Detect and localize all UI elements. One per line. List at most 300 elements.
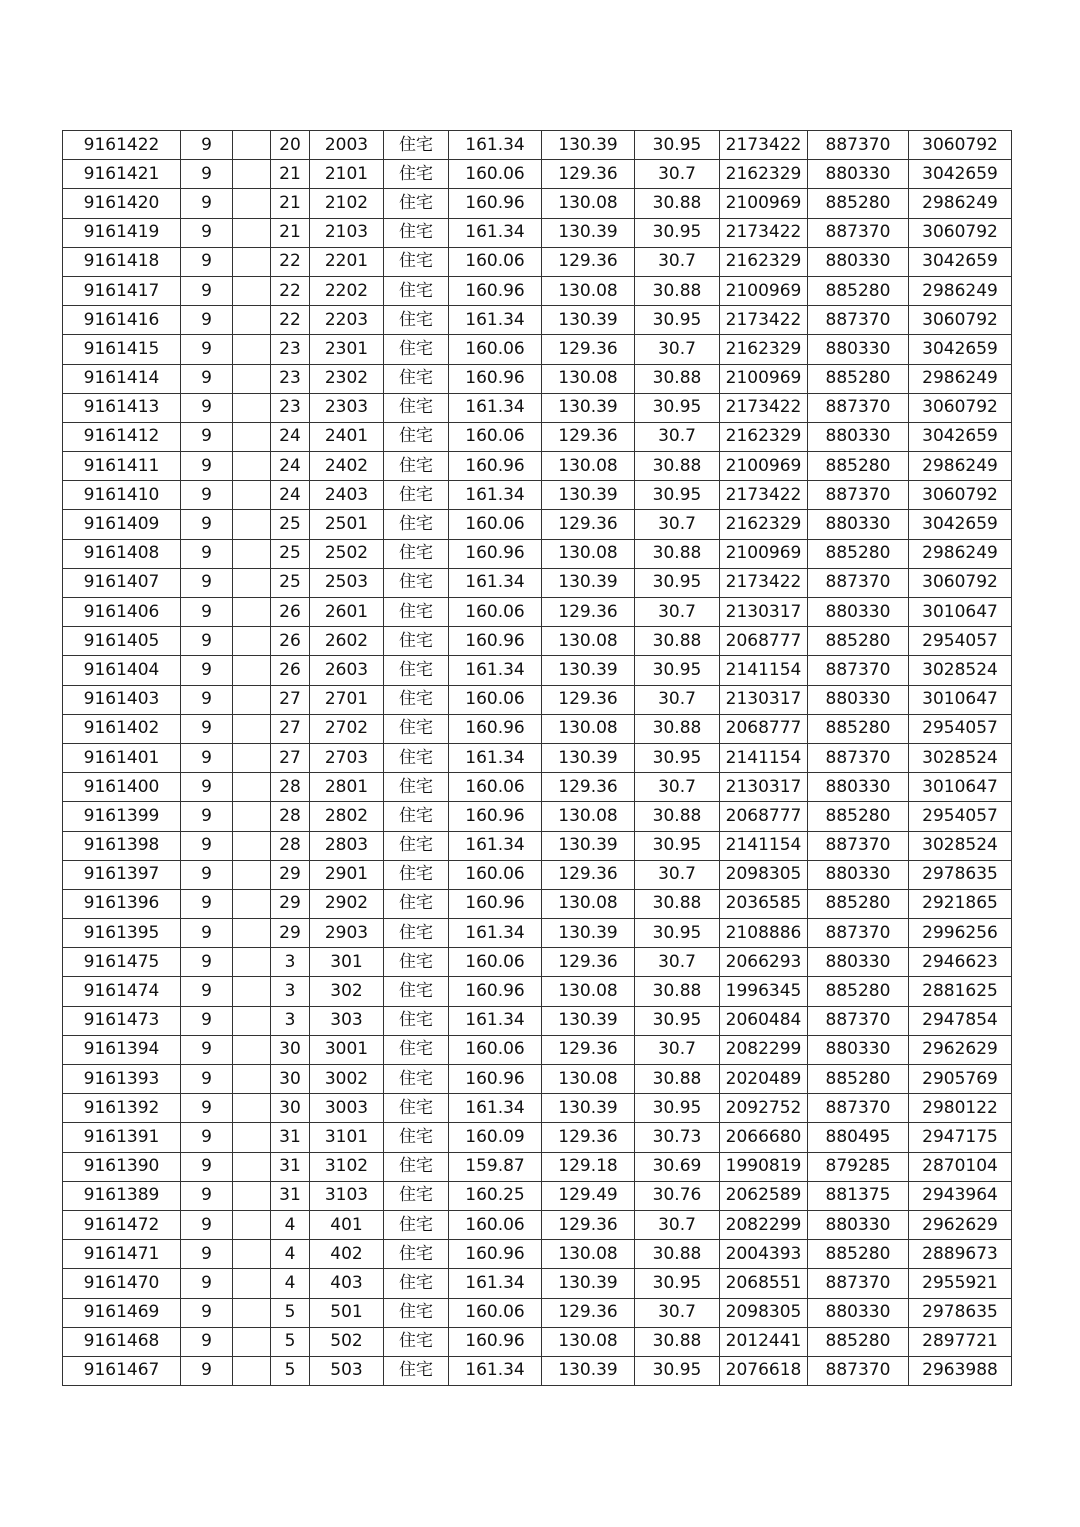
record-id-cell: 9161471 <box>63 1240 181 1269</box>
usage-type-cell: 住宅 <box>384 568 449 597</box>
building-area-cell: 160.06 <box>449 598 542 627</box>
inner-area-cell: 130.08 <box>542 889 635 918</box>
table-row <box>63 1269 1012 1298</box>
table-row <box>63 656 1012 685</box>
floor-cell: 3 <box>271 1006 310 1035</box>
floor-cell: 28 <box>271 773 310 802</box>
usage-type-cell: 住宅 <box>384 247 449 276</box>
record-id-cell: 9161395 <box>63 919 181 948</box>
floor-cell: 27 <box>271 685 310 714</box>
building-cell: 9 <box>181 131 233 160</box>
building-cell: 9 <box>181 889 233 918</box>
building-area-cell: 161.34 <box>449 919 542 948</box>
table-row <box>63 598 1012 627</box>
value-c-cell: 3060792 <box>909 306 1012 335</box>
inner-area-cell: 129.36 <box>542 160 635 189</box>
building-cell: 9 <box>181 1035 233 1064</box>
usage-type-cell: 住宅 <box>384 1298 449 1327</box>
inner-area-cell: 130.08 <box>542 627 635 656</box>
value-a-cell: 2108886 <box>720 919 808 948</box>
record-id-cell: 9161404 <box>63 656 181 685</box>
table-row <box>63 364 1012 393</box>
record-id-cell: 9161398 <box>63 831 181 860</box>
floor-cell: 26 <box>271 627 310 656</box>
value-c-cell: 3042659 <box>909 510 1012 539</box>
room-number-cell: 2303 <box>310 393 384 422</box>
floor-cell: 24 <box>271 452 310 481</box>
room-number-cell: 2602 <box>310 627 384 656</box>
floor-cell: 27 <box>271 743 310 772</box>
table-row <box>63 919 1012 948</box>
floor-cell: 31 <box>271 1152 310 1181</box>
value-c-cell: 2986249 <box>909 539 1012 568</box>
room-number-cell: 401 <box>310 1210 384 1239</box>
value-b-cell: 880330 <box>808 948 909 977</box>
unit-cell <box>233 276 271 305</box>
value-c-cell: 3028524 <box>909 831 1012 860</box>
floor-cell: 29 <box>271 919 310 948</box>
building-cell: 9 <box>181 831 233 860</box>
unit-cell <box>233 539 271 568</box>
usage-type-cell: 住宅 <box>384 160 449 189</box>
room-number-cell: 2703 <box>310 743 384 772</box>
table-row <box>63 131 1012 160</box>
value-b-cell: 880495 <box>808 1123 909 1152</box>
building-cell: 9 <box>181 1298 233 1327</box>
value-b-cell: 885280 <box>808 802 909 831</box>
building-cell: 9 <box>181 598 233 627</box>
value-c-cell: 2954057 <box>909 802 1012 831</box>
usage-type-cell: 住宅 <box>384 131 449 160</box>
shared-area-cell: 30.7 <box>635 948 720 977</box>
shared-area-cell: 30.95 <box>635 656 720 685</box>
room-number-cell: 302 <box>310 977 384 1006</box>
unit-cell <box>233 422 271 451</box>
unit-cell <box>233 714 271 743</box>
value-c-cell: 3010647 <box>909 685 1012 714</box>
usage-type-cell: 住宅 <box>384 1269 449 1298</box>
value-c-cell: 2921865 <box>909 889 1012 918</box>
shared-area-cell: 30.95 <box>635 393 720 422</box>
building-area-cell: 160.06 <box>449 335 542 364</box>
value-b-cell: 880330 <box>808 773 909 802</box>
building-area-cell: 160.06 <box>449 247 542 276</box>
shared-area-cell: 30.69 <box>635 1152 720 1181</box>
value-c-cell: 2986249 <box>909 276 1012 305</box>
unit-cell <box>233 393 271 422</box>
value-b-cell: 880330 <box>808 160 909 189</box>
unit-cell <box>233 1065 271 1094</box>
floor-cell: 28 <box>271 802 310 831</box>
table-row <box>63 627 1012 656</box>
usage-type-cell: 住宅 <box>384 1006 449 1035</box>
value-c-cell: 2986249 <box>909 364 1012 393</box>
room-number-cell: 2402 <box>310 452 384 481</box>
inner-area-cell: 129.36 <box>542 773 635 802</box>
shared-area-cell: 30.88 <box>635 1065 720 1094</box>
unit-cell <box>233 1152 271 1181</box>
usage-type-cell: 住宅 <box>384 539 449 568</box>
building-cell: 9 <box>181 1210 233 1239</box>
value-b-cell: 880330 <box>808 422 909 451</box>
floor-cell: 26 <box>271 656 310 685</box>
shared-area-cell: 30.95 <box>635 919 720 948</box>
value-a-cell: 2162329 <box>720 247 808 276</box>
building-area-cell: 160.06 <box>449 860 542 889</box>
unit-cell <box>233 247 271 276</box>
value-b-cell: 880330 <box>808 247 909 276</box>
room-number-cell: 2202 <box>310 276 384 305</box>
table-row <box>63 276 1012 305</box>
value-a-cell: 2036585 <box>720 889 808 918</box>
building-cell: 9 <box>181 364 233 393</box>
value-a-cell: 1990819 <box>720 1152 808 1181</box>
usage-type-cell: 住宅 <box>384 481 449 510</box>
value-b-cell: 885280 <box>808 189 909 218</box>
building-area-cell: 159.87 <box>449 1152 542 1181</box>
property-data-table <box>62 130 1012 1386</box>
building-area-cell: 160.06 <box>449 948 542 977</box>
building-area-cell: 161.34 <box>449 1356 542 1385</box>
shared-area-cell: 30.95 <box>635 218 720 247</box>
unit-cell <box>233 802 271 831</box>
room-number-cell: 502 <box>310 1327 384 1356</box>
shared-area-cell: 30.76 <box>635 1181 720 1210</box>
unit-cell <box>233 773 271 802</box>
shared-area-cell: 30.7 <box>635 335 720 364</box>
shared-area-cell: 30.88 <box>635 889 720 918</box>
value-a-cell: 2162329 <box>720 510 808 539</box>
unit-cell <box>233 1006 271 1035</box>
value-c-cell: 2980122 <box>909 1094 1012 1123</box>
record-id-cell: 9161473 <box>63 1006 181 1035</box>
value-b-cell: 885280 <box>808 364 909 393</box>
shared-area-cell: 30.88 <box>635 539 720 568</box>
building-cell: 9 <box>181 656 233 685</box>
shared-area-cell: 30.95 <box>635 1269 720 1298</box>
table-row <box>63 1298 1012 1327</box>
table-row <box>63 1181 1012 1210</box>
value-c-cell: 2996256 <box>909 919 1012 948</box>
usage-type-cell: 住宅 <box>384 627 449 656</box>
value-c-cell: 2978635 <box>909 860 1012 889</box>
record-id-cell: 9161419 <box>63 218 181 247</box>
floor-cell: 20 <box>271 131 310 160</box>
record-id-cell: 9161393 <box>63 1065 181 1094</box>
value-b-cell: 880330 <box>808 1298 909 1327</box>
value-c-cell: 2962629 <box>909 1210 1012 1239</box>
shared-area-cell: 30.7 <box>635 860 720 889</box>
unit-cell <box>233 1094 271 1123</box>
building-area-cell: 161.34 <box>449 743 542 772</box>
floor-cell: 30 <box>271 1065 310 1094</box>
floor-cell: 21 <box>271 189 310 218</box>
building-area-cell: 160.96 <box>449 889 542 918</box>
value-a-cell: 2173422 <box>720 481 808 510</box>
usage-type-cell: 住宅 <box>384 1327 449 1356</box>
value-b-cell: 887370 <box>808 1094 909 1123</box>
inner-area-cell: 130.08 <box>542 1240 635 1269</box>
value-b-cell: 880330 <box>808 860 909 889</box>
room-number-cell: 2401 <box>310 422 384 451</box>
table-row <box>63 510 1012 539</box>
usage-type-cell: 住宅 <box>384 422 449 451</box>
value-c-cell: 3028524 <box>909 743 1012 772</box>
room-number-cell: 2302 <box>310 364 384 393</box>
value-b-cell: 885280 <box>808 889 909 918</box>
inner-area-cell: 130.39 <box>542 306 635 335</box>
building-cell: 9 <box>181 160 233 189</box>
building-cell: 9 <box>181 1181 233 1210</box>
value-a-cell: 2173422 <box>720 306 808 335</box>
value-b-cell: 887370 <box>808 743 909 772</box>
inner-area-cell: 130.39 <box>542 1006 635 1035</box>
unit-cell <box>233 1269 271 1298</box>
shared-area-cell: 30.95 <box>635 1006 720 1035</box>
inner-area-cell: 130.08 <box>542 714 635 743</box>
room-number-cell: 2502 <box>310 539 384 568</box>
value-c-cell: 3028524 <box>909 656 1012 685</box>
unit-cell <box>233 656 271 685</box>
floor-cell: 31 <box>271 1123 310 1152</box>
value-a-cell: 2130317 <box>720 773 808 802</box>
shared-area-cell: 30.73 <box>635 1123 720 1152</box>
value-a-cell: 2092752 <box>720 1094 808 1123</box>
record-id-cell: 9161412 <box>63 422 181 451</box>
inner-area-cell: 129.36 <box>542 685 635 714</box>
floor-cell: 5 <box>271 1327 310 1356</box>
inner-area-cell: 130.39 <box>542 481 635 510</box>
building-area-cell: 160.09 <box>449 1123 542 1152</box>
shared-area-cell: 30.95 <box>635 743 720 772</box>
floor-cell: 25 <box>271 539 310 568</box>
building-area-cell: 160.96 <box>449 276 542 305</box>
value-a-cell: 2020489 <box>720 1065 808 1094</box>
building-cell: 9 <box>181 1123 233 1152</box>
shared-area-cell: 30.7 <box>635 422 720 451</box>
building-area-cell: 160.96 <box>449 714 542 743</box>
usage-type-cell: 住宅 <box>384 452 449 481</box>
floor-cell: 24 <box>271 422 310 451</box>
value-c-cell: 3042659 <box>909 160 1012 189</box>
value-b-cell: 887370 <box>808 919 909 948</box>
building-cell: 9 <box>181 306 233 335</box>
value-c-cell: 2881625 <box>909 977 1012 1006</box>
room-number-cell: 2301 <box>310 335 384 364</box>
value-a-cell: 2173422 <box>720 568 808 597</box>
inner-area-cell: 129.49 <box>542 1181 635 1210</box>
record-id-cell: 9161396 <box>63 889 181 918</box>
unit-cell <box>233 1298 271 1327</box>
usage-type-cell: 住宅 <box>384 831 449 860</box>
floor-cell: 29 <box>271 889 310 918</box>
value-a-cell: 2173422 <box>720 218 808 247</box>
unit-cell <box>233 510 271 539</box>
table-row <box>63 977 1012 1006</box>
value-a-cell: 2060484 <box>720 1006 808 1035</box>
usage-type-cell: 住宅 <box>384 306 449 335</box>
value-b-cell: 885280 <box>808 276 909 305</box>
building-area-cell: 160.96 <box>449 977 542 1006</box>
value-b-cell: 885280 <box>808 539 909 568</box>
building-area-cell: 160.06 <box>449 1035 542 1064</box>
record-id-cell: 9161407 <box>63 568 181 597</box>
building-cell: 9 <box>181 218 233 247</box>
table-row <box>63 218 1012 247</box>
floor-cell: 22 <box>271 247 310 276</box>
shared-area-cell: 30.88 <box>635 364 720 393</box>
record-id-cell: 9161390 <box>63 1152 181 1181</box>
room-number-cell: 3001 <box>310 1035 384 1064</box>
unit-cell <box>233 1123 271 1152</box>
room-number-cell: 2101 <box>310 160 384 189</box>
building-area-cell: 160.96 <box>449 539 542 568</box>
value-c-cell: 3060792 <box>909 218 1012 247</box>
shared-area-cell: 30.95 <box>635 831 720 860</box>
inner-area-cell: 130.39 <box>542 1356 635 1385</box>
table-row <box>63 889 1012 918</box>
room-number-cell: 2201 <box>310 247 384 276</box>
inner-area-cell: 130.08 <box>542 189 635 218</box>
value-c-cell: 3042659 <box>909 247 1012 276</box>
record-id-cell: 9161414 <box>63 364 181 393</box>
floor-cell: 4 <box>271 1269 310 1298</box>
value-c-cell: 2954057 <box>909 627 1012 656</box>
record-id-cell: 9161401 <box>63 743 181 772</box>
room-number-cell: 2803 <box>310 831 384 860</box>
usage-type-cell: 住宅 <box>384 1152 449 1181</box>
inner-area-cell: 130.39 <box>542 218 635 247</box>
record-id-cell: 9161472 <box>63 1210 181 1239</box>
value-b-cell: 887370 <box>808 218 909 247</box>
building-area-cell: 161.34 <box>449 831 542 860</box>
building-area-cell: 160.06 <box>449 685 542 714</box>
unit-cell <box>233 919 271 948</box>
value-c-cell: 3042659 <box>909 422 1012 451</box>
building-cell: 9 <box>181 1240 233 1269</box>
room-number-cell: 2902 <box>310 889 384 918</box>
table-row <box>63 189 1012 218</box>
record-id-cell: 9161422 <box>63 131 181 160</box>
floor-cell: 25 <box>271 568 310 597</box>
table-row <box>63 481 1012 510</box>
value-a-cell: 2004393 <box>720 1240 808 1269</box>
record-id-cell: 9161403 <box>63 685 181 714</box>
value-c-cell: 3060792 <box>909 393 1012 422</box>
value-b-cell: 885280 <box>808 714 909 743</box>
table-row <box>63 685 1012 714</box>
usage-type-cell: 住宅 <box>384 393 449 422</box>
usage-type-cell: 住宅 <box>384 773 449 802</box>
value-c-cell: 2947175 <box>909 1123 1012 1152</box>
record-id-cell: 9161470 <box>63 1269 181 1298</box>
floor-cell: 30 <box>271 1035 310 1064</box>
value-c-cell: 2943964 <box>909 1181 1012 1210</box>
usage-type-cell: 住宅 <box>384 335 449 364</box>
unit-cell <box>233 627 271 656</box>
record-id-cell: 9161467 <box>63 1356 181 1385</box>
value-a-cell: 2162329 <box>720 422 808 451</box>
building-area-cell: 160.96 <box>449 1065 542 1094</box>
room-number-cell: 2503 <box>310 568 384 597</box>
building-cell: 9 <box>181 773 233 802</box>
shared-area-cell: 30.7 <box>635 160 720 189</box>
value-c-cell: 2897721 <box>909 1327 1012 1356</box>
building-cell: 9 <box>181 335 233 364</box>
unit-cell <box>233 189 271 218</box>
building-cell: 9 <box>181 714 233 743</box>
usage-type-cell: 住宅 <box>384 948 449 977</box>
value-b-cell: 885280 <box>808 452 909 481</box>
value-b-cell: 887370 <box>808 1006 909 1035</box>
value-a-cell: 2173422 <box>720 393 808 422</box>
table-row <box>63 306 1012 335</box>
table-row <box>63 860 1012 889</box>
usage-type-cell: 住宅 <box>384 189 449 218</box>
value-b-cell: 880330 <box>808 510 909 539</box>
usage-type-cell: 住宅 <box>384 889 449 918</box>
inner-area-cell: 130.08 <box>542 452 635 481</box>
floor-cell: 28 <box>271 831 310 860</box>
value-a-cell: 2141154 <box>720 743 808 772</box>
value-a-cell: 2062589 <box>720 1181 808 1210</box>
floor-cell: 23 <box>271 393 310 422</box>
building-cell: 9 <box>181 1006 233 1035</box>
building-area-cell: 160.96 <box>449 802 542 831</box>
shared-area-cell: 30.95 <box>635 1356 720 1385</box>
value-a-cell: 2162329 <box>720 160 808 189</box>
table-row <box>63 1065 1012 1094</box>
value-a-cell: 1996345 <box>720 977 808 1006</box>
record-id-cell: 9161416 <box>63 306 181 335</box>
building-cell: 9 <box>181 977 233 1006</box>
value-c-cell: 3060792 <box>909 568 1012 597</box>
usage-type-cell: 住宅 <box>384 218 449 247</box>
unit-cell <box>233 860 271 889</box>
floor-cell: 26 <box>271 598 310 627</box>
usage-type-cell: 住宅 <box>384 860 449 889</box>
value-a-cell: 2173422 <box>720 131 808 160</box>
shared-area-cell: 30.95 <box>635 306 720 335</box>
room-number-cell: 403 <box>310 1269 384 1298</box>
inner-area-cell: 129.36 <box>542 948 635 977</box>
building-area-cell: 160.06 <box>449 1210 542 1239</box>
value-c-cell: 2963988 <box>909 1356 1012 1385</box>
room-number-cell: 301 <box>310 948 384 977</box>
inner-area-cell: 129.36 <box>542 1210 635 1239</box>
building-area-cell: 161.34 <box>449 568 542 597</box>
record-id-cell: 9161420 <box>63 189 181 218</box>
table-row <box>63 1123 1012 1152</box>
room-number-cell: 3002 <box>310 1065 384 1094</box>
record-id-cell: 9161391 <box>63 1123 181 1152</box>
value-a-cell: 2162329 <box>720 335 808 364</box>
room-number-cell: 2801 <box>310 773 384 802</box>
shared-area-cell: 30.88 <box>635 1240 720 1269</box>
room-number-cell: 2901 <box>310 860 384 889</box>
record-id-cell: 9161415 <box>63 335 181 364</box>
floor-cell: 24 <box>271 481 310 510</box>
table-row <box>63 1035 1012 1064</box>
value-c-cell: 3010647 <box>909 598 1012 627</box>
room-number-cell: 3101 <box>310 1123 384 1152</box>
record-id-cell: 9161410 <box>63 481 181 510</box>
value-b-cell: 885280 <box>808 1240 909 1269</box>
shared-area-cell: 30.7 <box>635 1210 720 1239</box>
value-b-cell: 885280 <box>808 977 909 1006</box>
building-cell: 9 <box>181 452 233 481</box>
building-area-cell: 161.34 <box>449 393 542 422</box>
